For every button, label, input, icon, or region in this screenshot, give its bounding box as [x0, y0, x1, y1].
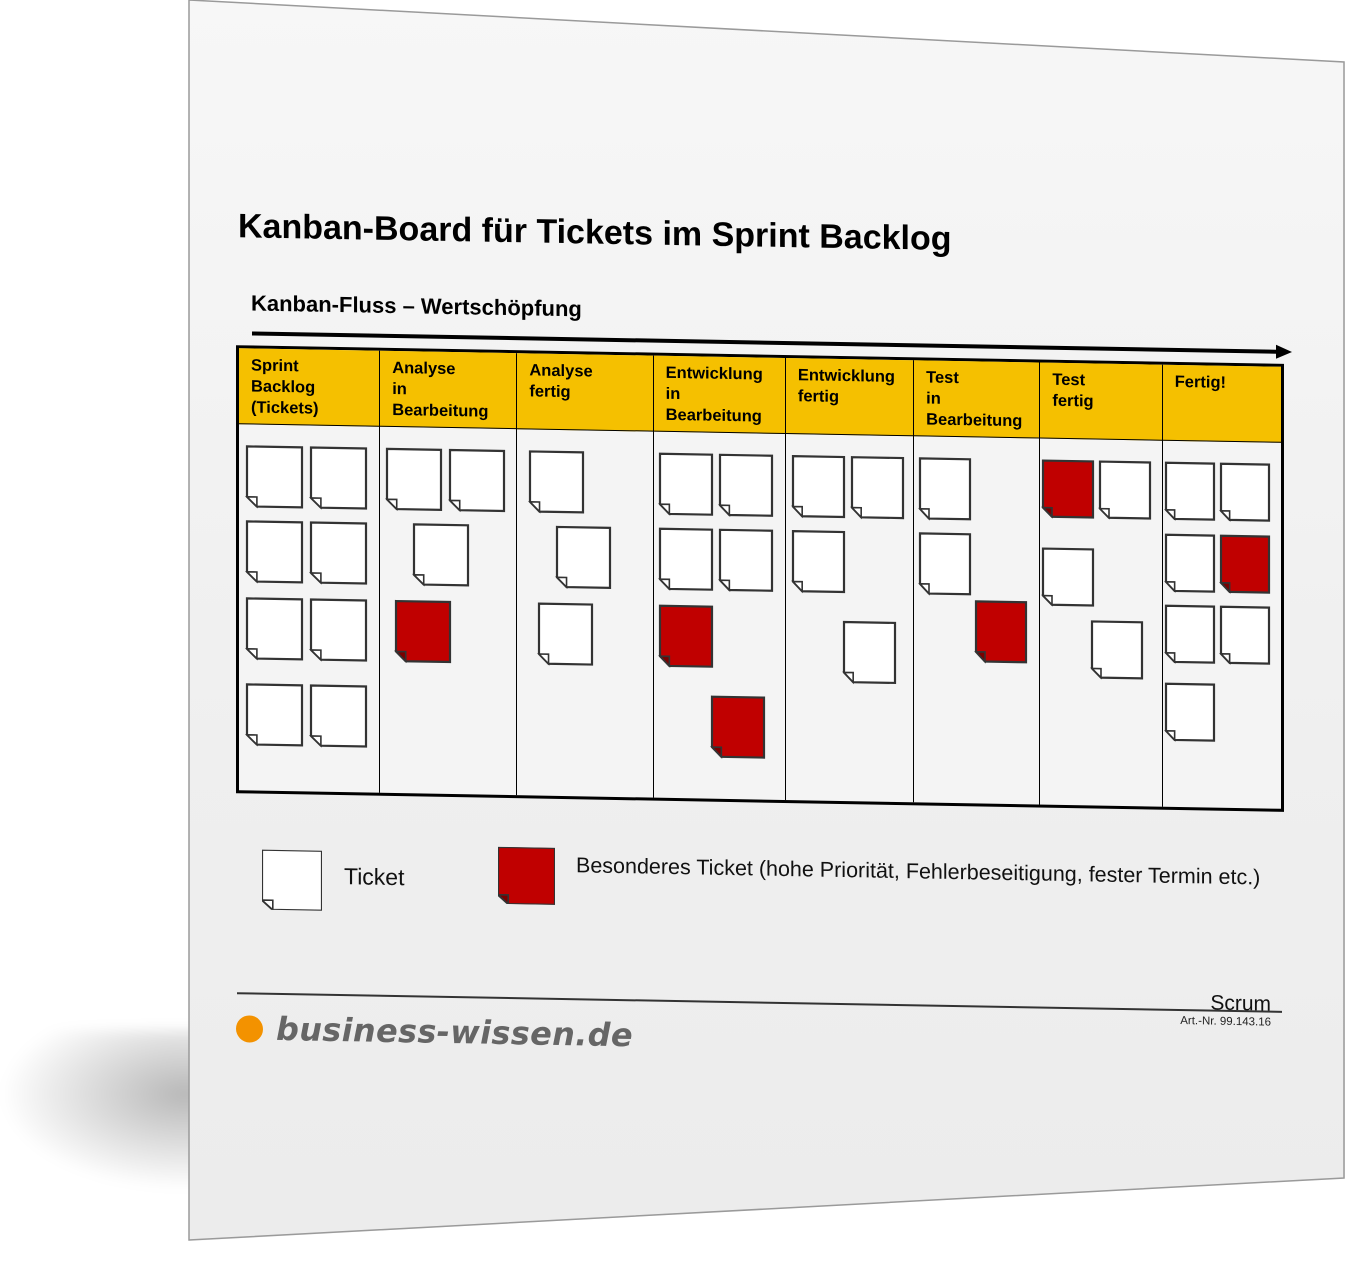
- column-body: [1163, 441, 1281, 809]
- ticket[interactable]: [247, 446, 302, 507]
- ticket[interactable]: [1166, 535, 1214, 592]
- ticket[interactable]: [311, 686, 366, 747]
- ticket[interactable]: [1221, 464, 1269, 521]
- kanban-board: [236, 345, 1284, 812]
- kanban-column: [1040, 363, 1162, 807]
- ticket[interactable]: [1043, 549, 1093, 606]
- special-ticket[interactable]: [712, 697, 764, 758]
- legend-special-ticket-label: Besonderes Ticket (hohe Priorität, Fehlerbeseitigung, fester Termin etc.): [576, 853, 1261, 890]
- ticket[interactable]: [793, 456, 844, 517]
- special-ticket[interactable]: [396, 601, 450, 662]
- column-body: [380, 427, 516, 795]
- ticket[interactable]: [793, 531, 844, 592]
- ticket[interactable]: [844, 622, 895, 683]
- ticket[interactable]: [720, 530, 772, 591]
- ticket[interactable]: [539, 604, 592, 665]
- ticket[interactable]: [660, 454, 712, 515]
- column-header: Sprint Backlog (Tickets): [239, 348, 379, 426]
- column-body: [914, 436, 1039, 804]
- ticket[interactable]: [247, 598, 302, 659]
- legend-ticket-icon: [262, 850, 322, 917]
- logo-dot-icon: [236, 1015, 263, 1042]
- kanban-column: [1163, 365, 1281, 809]
- column-header: Entwicklung in Bearbeitung: [654, 356, 785, 434]
- page-title: Kanban-Board für Tickets im Sprint Backlog: [238, 207, 952, 258]
- legend-special-ticket-icon: [498, 847, 555, 914]
- column-body: [786, 434, 913, 802]
- ticket[interactable]: [1166, 684, 1214, 741]
- special-ticket[interactable]: [976, 601, 1026, 662]
- ticket[interactable]: [311, 523, 366, 584]
- brand-logo: [236, 1006, 633, 1057]
- ticket[interactable]: [920, 533, 970, 594]
- column-header: Test in Bearbeitung: [914, 360, 1039, 438]
- ticket[interactable]: [530, 451, 583, 512]
- kanban-column: [914, 360, 1040, 804]
- column-header: Analyse in Bearbeitung: [380, 351, 516, 429]
- column-body: [239, 424, 379, 792]
- column-header: Fertig!: [1163, 365, 1281, 443]
- special-ticket[interactable]: [1221, 536, 1269, 593]
- ticket[interactable]: [1221, 607, 1269, 664]
- ticket[interactable]: [247, 521, 302, 582]
- legend-ticket-label: Ticket: [344, 863, 405, 891]
- special-ticket[interactable]: [660, 606, 712, 667]
- kanban-column: [517, 353, 653, 797]
- column-header: Test fertig: [1040, 363, 1161, 441]
- ticket[interactable]: [311, 448, 366, 509]
- kanban-column: [654, 356, 786, 800]
- column-header: Entwicklung fertig: [786, 358, 913, 436]
- ticket[interactable]: [311, 600, 366, 661]
- column-body: [517, 429, 652, 797]
- kanban-column: [786, 358, 914, 802]
- column-body: [654, 432, 785, 800]
- ticket[interactable]: [852, 457, 903, 518]
- ticket[interactable]: [920, 458, 970, 519]
- column-body: [1040, 439, 1161, 807]
- kanban-column: [380, 351, 517, 795]
- ticket[interactable]: [387, 449, 441, 510]
- ticket[interactable]: [1100, 462, 1150, 519]
- kanban-column: [239, 348, 380, 793]
- article-number: Art.-Nr. 99.143.16: [1180, 1015, 1271, 1029]
- ticket[interactable]: [557, 527, 610, 588]
- ticket[interactable]: [1166, 606, 1214, 663]
- ticket[interactable]: [720, 455, 772, 516]
- flow-label: Kanban-Fluss – Wertschöpfung: [251, 290, 582, 322]
- ticket[interactable]: [1166, 463, 1214, 520]
- ticket[interactable]: [247, 684, 302, 745]
- ticket[interactable]: [1092, 621, 1142, 678]
- logo-text: business-wissen.de: [276, 1009, 633, 1055]
- ticket[interactable]: [660, 529, 712, 590]
- column-header: Analyse fertig: [517, 353, 652, 431]
- ticket[interactable]: [450, 450, 504, 511]
- ticket[interactable]: [414, 524, 468, 585]
- special-ticket[interactable]: [1043, 461, 1093, 518]
- category-label: Scrum: [1210, 991, 1271, 1016]
